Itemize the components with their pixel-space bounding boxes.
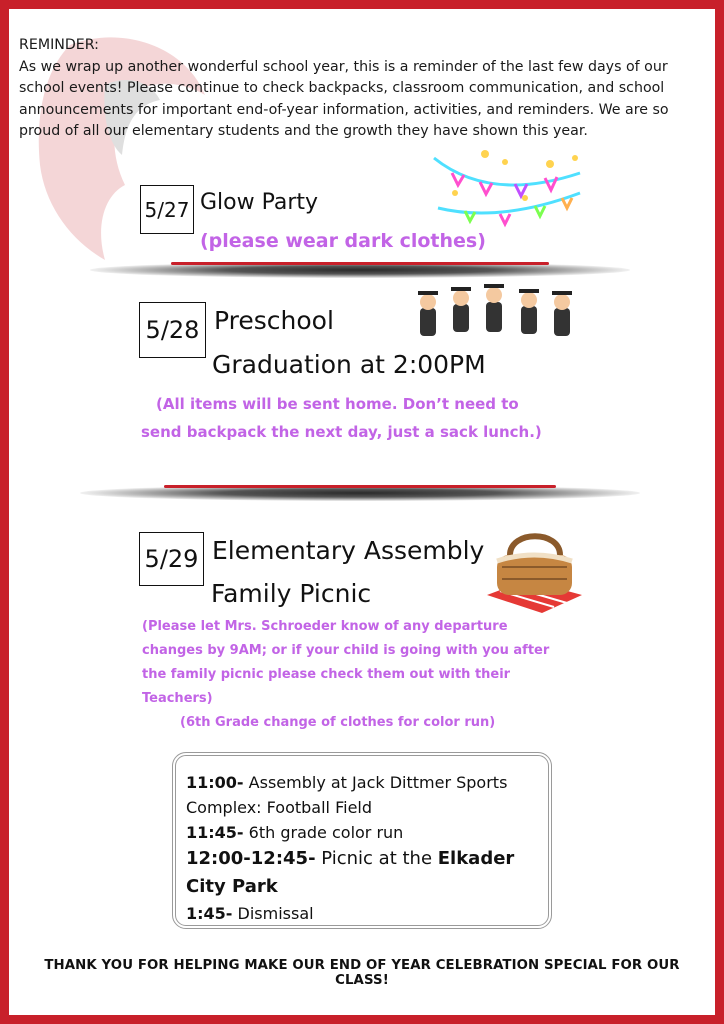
reminder-heading: REMINDER: [19, 37, 99, 53]
schedule-time: 12:00-12:45- [186, 848, 316, 869]
event-date-5-28 [139, 302, 206, 358]
event-title-preschool-line2: Graduation at 2:00PM [212, 350, 486, 379]
reminder-text [19, 35, 709, 143]
event-title-preschool-line1: Preschool [214, 306, 334, 335]
event-date-label: 5/29 [144, 545, 199, 573]
schedule-text: 6th grade color run [248, 823, 404, 842]
event-date-5-29 [139, 532, 204, 586]
event-note-preschool-line1: (All items will be sent home. Don’t need to [156, 395, 519, 413]
event-date-5-27 [140, 185, 194, 234]
event-note-assembly-line4: Teachers) [142, 691, 213, 706]
event-note-glow-party: (please wear dark clothes) [200, 230, 486, 252]
section-divider [80, 485, 640, 501]
picnic-basket-icon [482, 525, 587, 615]
glow-garland-icon [430, 148, 590, 230]
section-divider [90, 262, 630, 278]
schedule-item [186, 770, 536, 820]
schedule-item [186, 901, 536, 926]
schedule-time: 11:45- [186, 823, 244, 842]
event-title-glow-party: Glow Party [200, 190, 319, 215]
schedule-location: Elkader City Park [186, 848, 515, 897]
schedule-item [186, 845, 536, 901]
event-title-assembly-line1: Elementary Assembly [212, 536, 485, 565]
graduates-icon [408, 282, 588, 350]
event-date-label: 5/27 [144, 197, 190, 222]
schedule-text: Dismissal [237, 904, 314, 923]
footer-thank-you: THANK YOU FOR HELPING MAKE OUR END OF YEAR CELEBRATION SPECIAL FOR OUR CLASS! [44, 958, 680, 988]
divider-accent [171, 262, 549, 265]
schedule-time: 11:00- [186, 773, 244, 792]
event-note-color-run: (6th Grade change of clothes for color run) [180, 715, 496, 730]
reminder-body: As we wrap up another wonderful school year, this is a reminder of the last few days of our school events! Please continue to check backpacks, classroom communication, and school announcements for important end-of-year information, activities, and reminders. We are so proud of all our elementary students and the growth they have shown this year. [19, 58, 669, 139]
event-note-preschool-line2: send backpack the next day, just a sack lunch.) [141, 423, 542, 441]
event-note-assembly-line3: the family picnic please check them out with their [142, 667, 511, 682]
schedule-text: Picnic at the [321, 848, 433, 869]
divider-accent [164, 485, 556, 488]
schedule-item [186, 820, 536, 845]
event-date-label: 5/28 [145, 316, 200, 344]
schedule-text: Assembly at Jack Dittmer Sports Complex: Football Field [186, 773, 508, 817]
event-note-assembly-line2: changes by 9AM; or if your child is going with you after [142, 643, 550, 658]
schedule-time: 1:45- [186, 904, 233, 923]
event-title-assembly-line2: Family Picnic [211, 579, 372, 608]
event-note-assembly-line1: (Please let Mrs. Schroeder know of any departure [142, 619, 508, 634]
schedule-box [172, 752, 552, 929]
